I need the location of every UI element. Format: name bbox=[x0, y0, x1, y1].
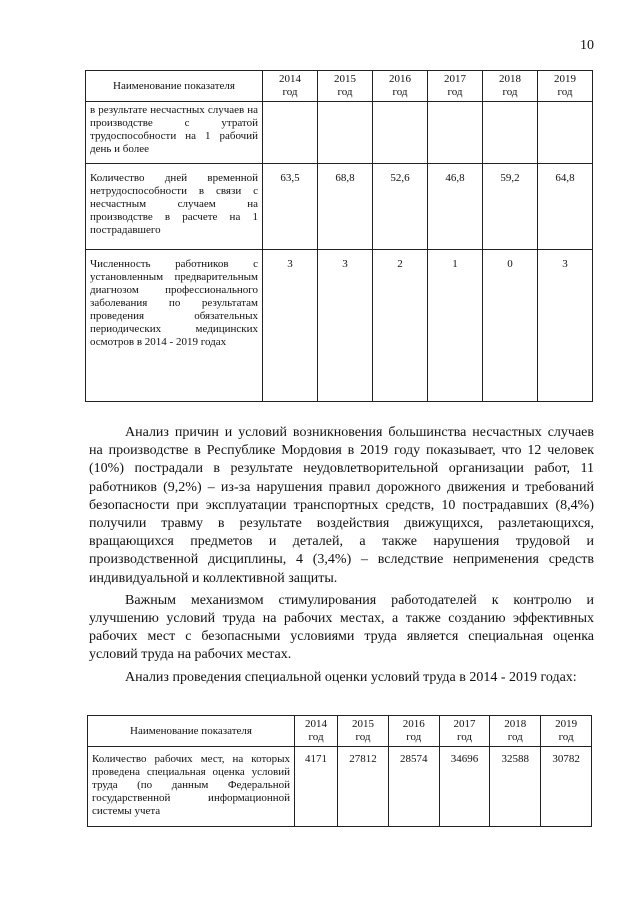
year-label: 2016 год bbox=[389, 73, 411, 98]
table-cell: 3 bbox=[263, 250, 318, 402]
column-header-year bbox=[428, 71, 483, 102]
column-header-year bbox=[373, 71, 428, 102]
table-cell bbox=[428, 102, 483, 164]
row-label: Количество рабочих мест, на которых проведена специальная оценка условий труда (по данным Федеральной государственной информационной системы учета bbox=[88, 747, 295, 827]
row-label: в результате несчастных случаев на производстве с утратой трудоспособности на 1 рабочий день и более bbox=[86, 102, 263, 164]
column-header-year bbox=[439, 716, 490, 747]
table-header-row bbox=[88, 716, 592, 747]
column-header-year bbox=[388, 716, 439, 747]
table-cell bbox=[373, 102, 428, 164]
year-label: 2019 год bbox=[554, 73, 576, 98]
year-label: 2017 год bbox=[444, 73, 466, 98]
table-cell: 2 bbox=[373, 250, 428, 402]
page-number: 10 bbox=[580, 38, 594, 53]
table-cell: 30782 bbox=[541, 747, 592, 827]
column-header-year bbox=[338, 716, 389, 747]
table-header-row bbox=[86, 71, 593, 102]
column-header-year bbox=[263, 71, 318, 102]
paragraph: Анализ причин и условий возникновения большинства несчастных случаев на производстве в Республике Мордовия в 2019 году показывает, что 12 человек (10%) пострадали в результате неудовлетворительной организации работ, 11 работников (9,2%) – из-за нарушения правил дорожного движения и требований безопасности при эксплуатации транспортных средств, 10 пострадавших (8,4%) получили травму в результате воздействия движущихся, разлетающихся, вращающихся предметов и деталей, а также нарушения трудовой и производственной дисциплины, 4 (3,4%) – вследствие неприменения средств индивидуальной и коллективной защиты. bbox=[89, 425, 594, 586]
table-cell: 63,5 bbox=[263, 164, 318, 250]
year-label: 2015 год bbox=[334, 73, 356, 98]
table-injury-indicators bbox=[85, 70, 593, 402]
table-cell bbox=[483, 102, 538, 164]
year-label: 2015 год bbox=[351, 718, 374, 743]
table-cell: 68,8 bbox=[318, 164, 373, 250]
table-cell: 32588 bbox=[490, 747, 541, 827]
table-cell bbox=[538, 102, 593, 164]
table-row bbox=[86, 102, 593, 164]
column-header-year bbox=[541, 716, 592, 747]
year-label: 2014 год bbox=[279, 73, 301, 98]
table-cell: 3 bbox=[318, 250, 373, 402]
year-label: 2018 год bbox=[499, 73, 521, 98]
table-row bbox=[88, 747, 592, 827]
table-cell: 4171 bbox=[295, 747, 338, 827]
year-label: 2019 год bbox=[555, 718, 578, 743]
column-header-year bbox=[538, 71, 593, 102]
paragraph: Важным механизмом стимулирования работодателей к контролю и улучшению условий труда на рабочих местах, а также созданию эффективных рабочих мест с безопасными условиями труда является специальная оценка условий труда на рабочих местах. bbox=[89, 592, 594, 663]
table-cell: 28574 bbox=[388, 747, 439, 827]
year-label: 2017 год bbox=[453, 718, 476, 743]
row-label: Количество дней временной нетрудоспособности в связи с несчастным случаем на производстве в расчете на 1 пострадавшего bbox=[86, 164, 263, 250]
column-header-year bbox=[490, 716, 541, 747]
column-header-indicator: Наименование показателя bbox=[86, 71, 263, 102]
table-cell: 64,8 bbox=[538, 164, 593, 250]
body-text bbox=[89, 424, 594, 687]
year-label: 2018 год bbox=[504, 718, 527, 743]
table-cell: 0 bbox=[483, 250, 538, 402]
year-label: 2014 год bbox=[305, 718, 328, 743]
column-header-year bbox=[318, 71, 373, 102]
table-cell: 34696 bbox=[439, 747, 490, 827]
table-cell: 3 bbox=[538, 250, 593, 402]
column-header-indicator: Наименование показателя bbox=[88, 716, 295, 747]
table-cell bbox=[263, 102, 318, 164]
table-cell: 27812 bbox=[338, 747, 389, 827]
table-row bbox=[86, 250, 593, 402]
paragraph: Анализ проведения специальной оценки условий труда в 2014 - 2019 годах: bbox=[125, 669, 577, 685]
table-cell: 59,2 bbox=[483, 164, 538, 250]
column-header-year bbox=[295, 716, 338, 747]
table-cell bbox=[318, 102, 373, 164]
table-cell: 1 bbox=[428, 250, 483, 402]
year-label: 2016 год bbox=[402, 718, 425, 743]
table-cell: 46,8 bbox=[428, 164, 483, 250]
column-header-year bbox=[483, 71, 538, 102]
table-working-conditions-assessment bbox=[87, 715, 592, 827]
row-label: Численность работников с установленным предварительным диагнозом профессионального заболевания по результатам проведения обязательных периодических медицинских осмотров в 2014 - 2019 годах bbox=[86, 250, 263, 402]
table-row bbox=[86, 164, 593, 250]
table-cell: 52,6 bbox=[373, 164, 428, 250]
